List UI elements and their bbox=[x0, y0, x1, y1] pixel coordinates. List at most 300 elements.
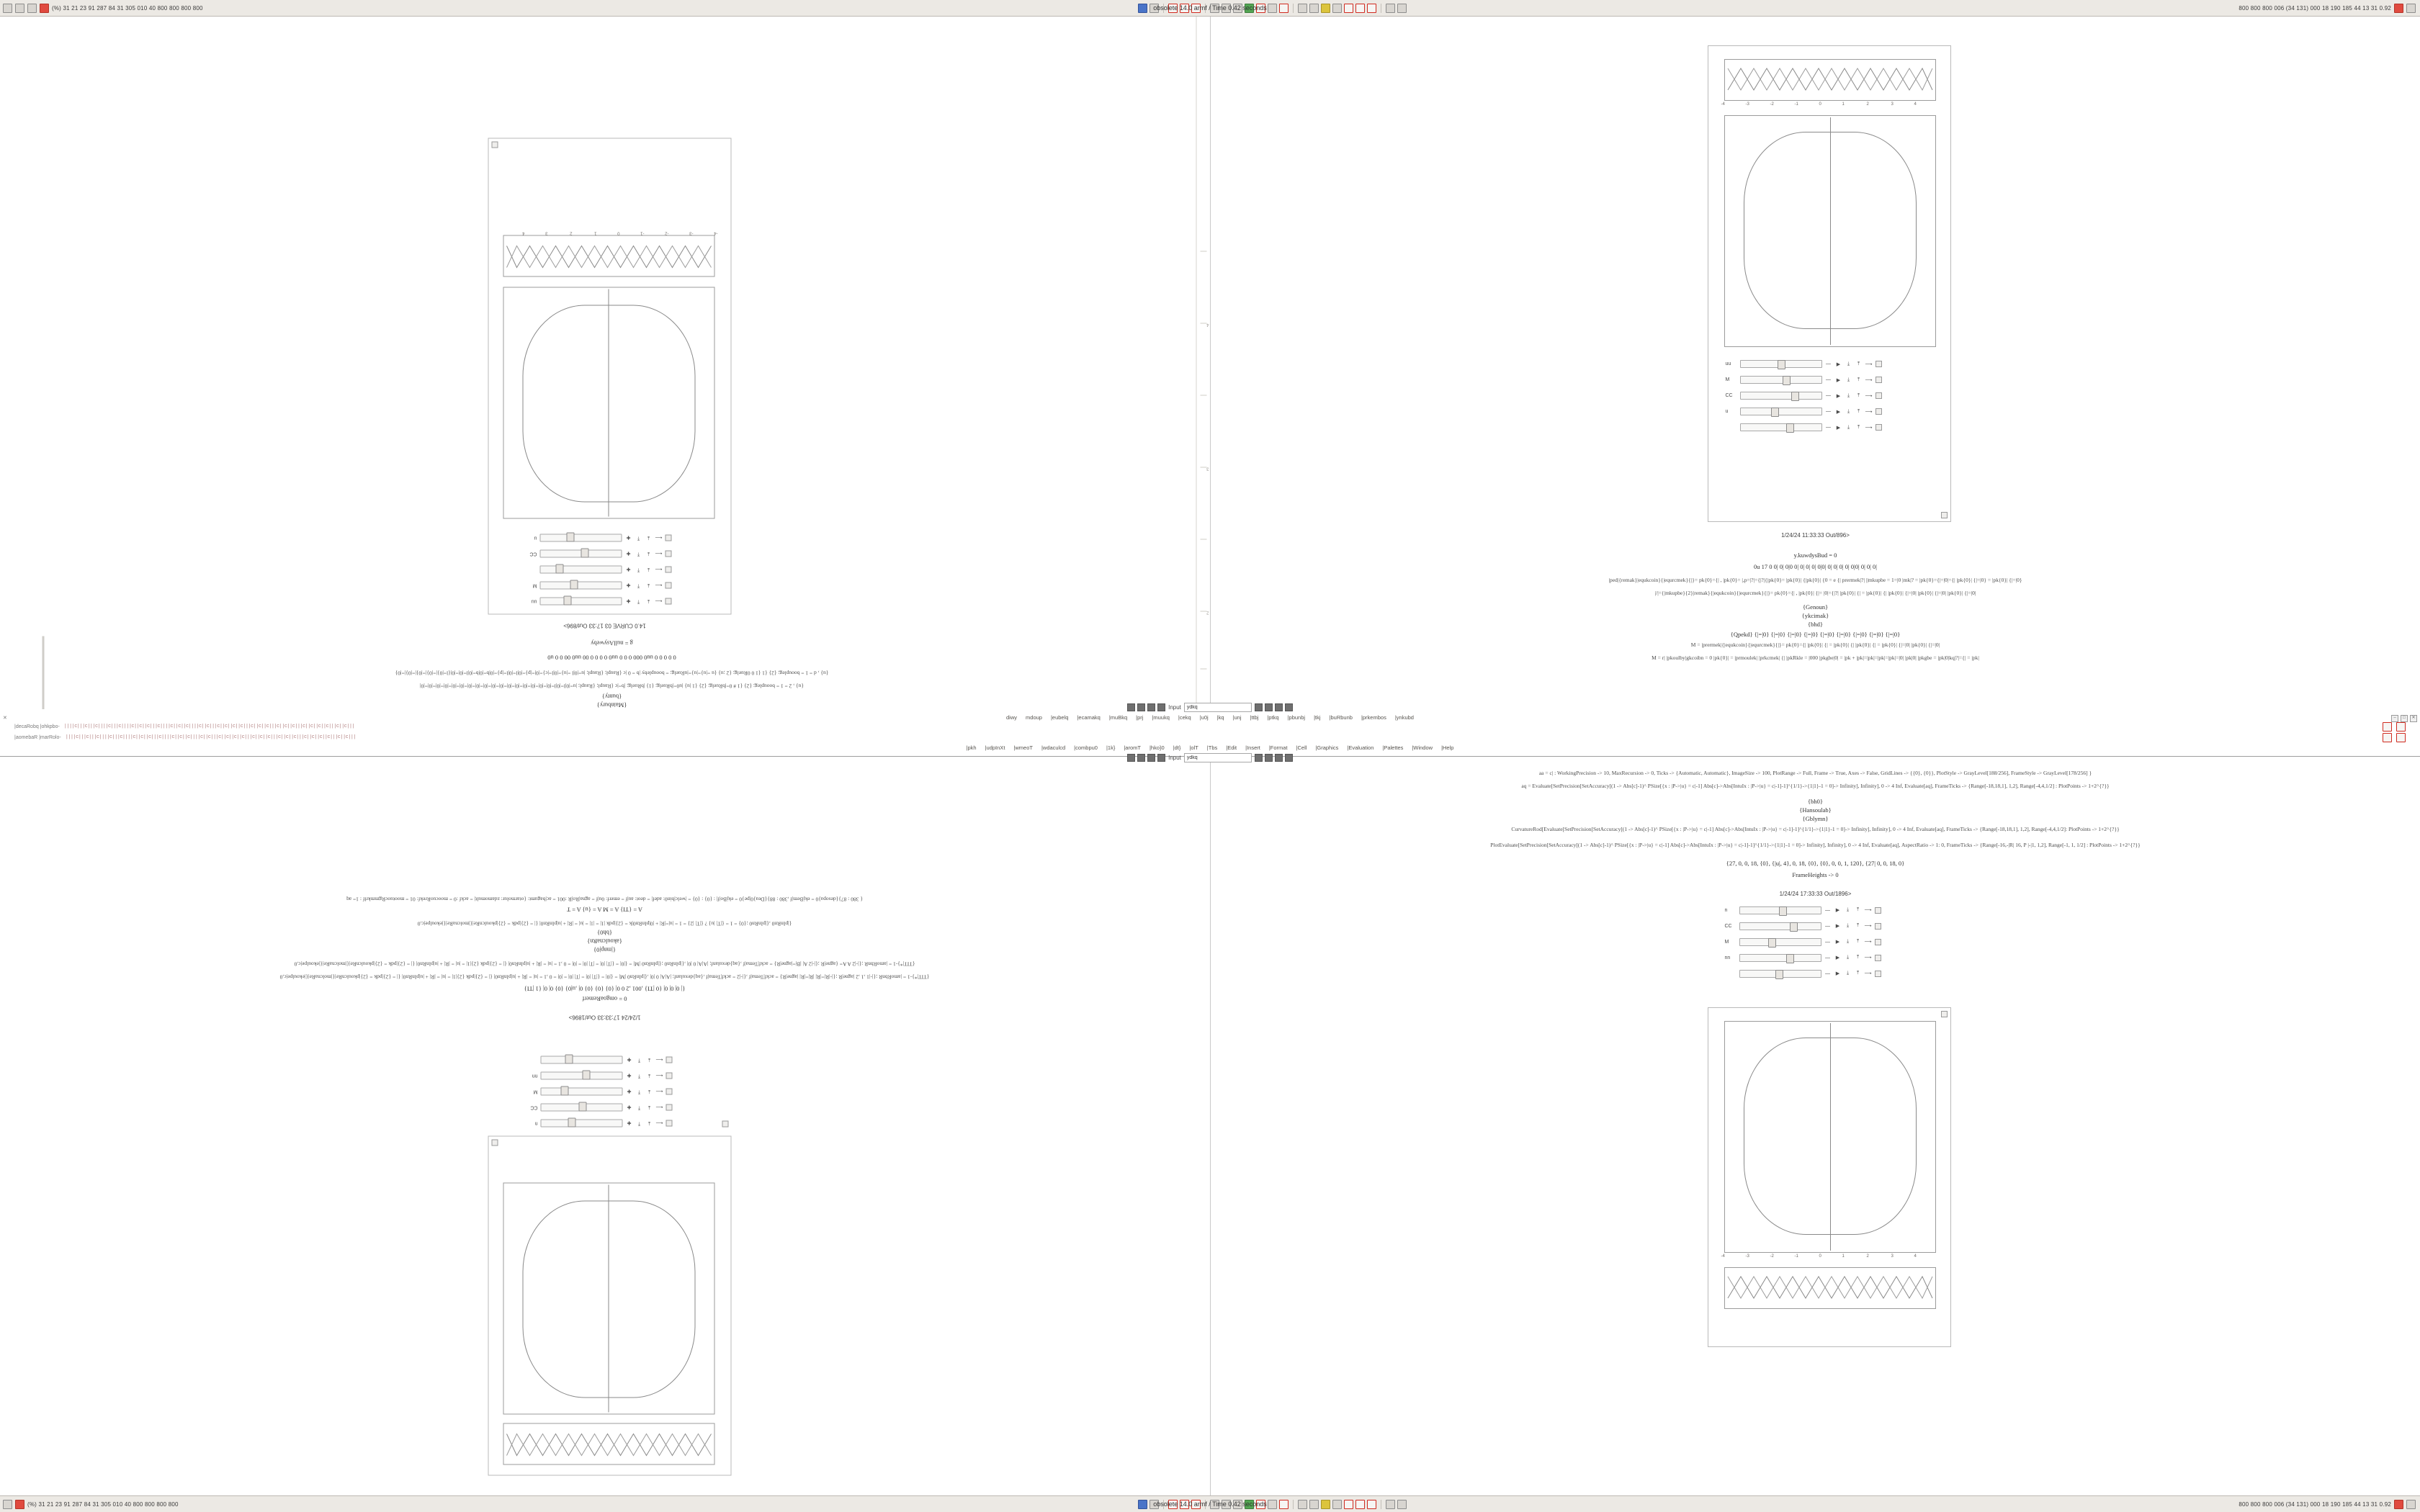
slider-plus-icon[interactable]: ✚ bbox=[626, 551, 631, 556]
menu2-item-1[interactable]: |udpInXt bbox=[985, 744, 1005, 751]
menu2-item-18[interactable]: |Window bbox=[1412, 744, 1433, 751]
back-icon[interactable] bbox=[15, 4, 24, 13]
slider-card[interactable] bbox=[490, 1032, 732, 1130]
slider-up-icon[interactable]: ⤒ bbox=[637, 1104, 641, 1110]
grid-icon[interactable] bbox=[1332, 1500, 1342, 1509]
settings-icon[interactable] bbox=[1386, 4, 1395, 13]
plot-axes[interactable] bbox=[1724, 1021, 1936, 1253]
menu-item-15[interactable]: |buRbunb bbox=[1329, 714, 1353, 721]
palette-swatch-icon[interactable] bbox=[1265, 754, 1273, 762]
palette-swatch-icon[interactable] bbox=[1275, 754, 1283, 762]
menu-item-11[interactable]: |ttbj bbox=[1250, 714, 1259, 721]
slider-left-icon[interactable]: ⟵ bbox=[655, 535, 663, 540]
new-icon[interactable] bbox=[1138, 1500, 1147, 1509]
menu-item-12[interactable]: |ptkq bbox=[1267, 714, 1279, 721]
plot-reset-icon[interactable] bbox=[1355, 4, 1365, 13]
drag-handle-icon[interactable] bbox=[666, 1072, 673, 1079]
menu2-item-10[interactable]: |Tbs bbox=[1206, 744, 1218, 751]
slider-down-icon[interactable]: ⤓ bbox=[1846, 923, 1850, 928]
left-ruler: 2 3 4 bbox=[1196, 17, 1210, 756]
slider-minus-icon[interactable]: — bbox=[1825, 939, 1830, 945]
slider-track-1[interactable] bbox=[541, 1119, 623, 1127]
menu2-item-9[interactable]: |olT bbox=[1189, 744, 1198, 751]
drag-handle-icon[interactable] bbox=[666, 535, 672, 541]
drag-handle-icon[interactable] bbox=[666, 1056, 673, 1063]
slider-minus-icon[interactable]: ⤓ bbox=[647, 599, 650, 604]
highlight-icon[interactable] bbox=[1321, 1500, 1330, 1509]
palette-swatch-icon[interactable] bbox=[1275, 703, 1283, 711]
record-icon[interactable] bbox=[40, 4, 49, 13]
slider-play-icon[interactable]: ⤒ bbox=[637, 583, 640, 588]
slider-label-1: n bbox=[534, 1120, 538, 1125]
palette-swatch-icon[interactable] bbox=[1127, 703, 1135, 711]
slider-play-icon[interactable]: ⤒ bbox=[637, 552, 640, 557]
slider-track-2[interactable] bbox=[1740, 376, 1822, 384]
slider-row-1[interactable] bbox=[1726, 360, 1882, 368]
slider-up-icon[interactable]: ⤒ bbox=[637, 1057, 641, 1063]
slider-minus-icon[interactable]: — bbox=[1826, 393, 1831, 398]
nb-line-8: {Qpekd} {|=|0} {|=|0} {|=|0} {|=|0} {|=|0} {|=|0} {|=|0} {|=|0} {|=|0} bbox=[1730, 631, 1901, 638]
palette-swatch-icon[interactable] bbox=[1157, 754, 1165, 762]
slider-up-icon[interactable]: ⤒ bbox=[1857, 361, 1860, 366]
middle-row-upper bbox=[0, 703, 2420, 712]
slider-row-1[interactable] bbox=[526, 1119, 673, 1127]
slider-play-icon[interactable]: ▶ bbox=[1835, 924, 1840, 929]
nb-line-5: {Genoun} bbox=[1802, 603, 1829, 611]
bottom-row bbox=[0, 754, 2420, 1496]
zoom-out-icon[interactable] bbox=[1309, 1500, 1319, 1509]
menu-item-6[interactable]: |muukq bbox=[1152, 714, 1170, 721]
menu-item-13[interactable]: |pbunbj bbox=[1287, 714, 1306, 721]
zigzag-plot-axes[interactable] bbox=[1724, 1267, 1936, 1309]
slider-row-3[interactable] bbox=[526, 566, 672, 574]
plot-clear-icon[interactable] bbox=[1367, 4, 1376, 13]
menu2-item-16[interactable]: |Evaluation bbox=[1347, 744, 1374, 751]
slider-minus-icon[interactable]: — bbox=[1825, 971, 1830, 976]
slider-row-5[interactable] bbox=[1725, 970, 1881, 978]
slider-right-icon[interactable]: ⟶ bbox=[1864, 908, 1872, 913]
slider-label-1: uu bbox=[1725, 361, 1731, 366]
pane-bottom-right[interactable] bbox=[1210, 757, 2420, 1496]
menu2-item-4[interactable]: |combpu0 bbox=[1074, 744, 1098, 751]
drag-handle-icon[interactable] bbox=[1876, 377, 1882, 383]
window-controls-right[interactable] bbox=[2391, 715, 2417, 722]
slider-right-icon[interactable]: ⟶ bbox=[1865, 425, 1873, 431]
slider-right-icon[interactable]: ⟶ bbox=[1865, 409, 1873, 415]
slider-up-icon[interactable]: ⤒ bbox=[1856, 923, 1860, 928]
menu-item-9[interactable]: |kq bbox=[1216, 714, 1224, 721]
bottom-toolbar-right-group bbox=[2238, 1500, 2420, 1509]
slider-left-icon[interactable]: ⟵ bbox=[655, 582, 663, 588]
palette-left-2[interactable] bbox=[1127, 754, 1165, 762]
drag-handle-icon[interactable] bbox=[666, 1104, 673, 1110]
maximize-icon[interactable]: □ bbox=[2401, 715, 2408, 722]
drag-handle-icon[interactable] bbox=[666, 1088, 673, 1094]
slider-right-icon[interactable]: ⟶ bbox=[1864, 955, 1872, 960]
inline-abort-icon-2[interactable] bbox=[2396, 733, 2406, 742]
plot-clear-icon[interactable] bbox=[1367, 1500, 1376, 1509]
menu-item-10[interactable]: |unj bbox=[1232, 714, 1242, 721]
slider-right-icon[interactable]: ⟶ bbox=[1865, 377, 1873, 383]
slider-track-3[interactable] bbox=[541, 1087, 623, 1095]
slider-down-icon[interactable]: ⤓ bbox=[1847, 408, 1850, 414]
slider-track-2[interactable] bbox=[540, 582, 622, 590]
slider-plus-icon[interactable]: ✚ bbox=[626, 535, 631, 540]
slider-play-icon[interactable]: ▶ bbox=[1835, 940, 1840, 945]
barcode-label-2: |aomebaR |marRolo- bbox=[14, 734, 61, 740]
slider-track-2[interactable] bbox=[541, 1103, 623, 1111]
palette-swatch-icon[interactable] bbox=[1285, 703, 1293, 711]
menu2-item-19[interactable]: |Help bbox=[1441, 744, 1454, 751]
graphics-card[interactable]: -4 -3 -2 -1 0 1 2 3 4 uu — ▶ ⤓ ⤒ ⟶ M — ▶ ⤓ ⤒ ⟶ CC — ▶ ⤓ ⤒ ⟶ u — ▶ ⤓ ⤒ ⟶ — ▶ ⤓ ⤒ ⟶ bbox=[1708, 45, 1951, 522]
slider-track-1[interactable] bbox=[1739, 906, 1821, 914]
palette-swatch-icon[interactable] bbox=[1147, 703, 1155, 711]
menu-item-8[interactable]: |u0j bbox=[1199, 714, 1209, 721]
slider-play-icon[interactable]: ▶ bbox=[1835, 908, 1840, 913]
slider-left-icon[interactable]: ⟵ bbox=[655, 1072, 663, 1078]
slider-minus-icon[interactable]: — bbox=[1826, 361, 1831, 366]
slider-row-2[interactable] bbox=[1726, 376, 1882, 384]
minimize-icon[interactable]: – bbox=[2391, 715, 2398, 722]
slider-play-icon[interactable]: ⤒ bbox=[637, 567, 640, 572]
slider-play-icon[interactable]: ▶ bbox=[1836, 361, 1841, 367]
inline-stop-icon-2[interactable] bbox=[2383, 733, 2392, 742]
settings-icon[interactable] bbox=[1386, 1500, 1395, 1509]
zigzag-curve bbox=[1725, 60, 1935, 100]
slider-right-icon[interactable]: ⟶ bbox=[1865, 361, 1873, 367]
slider-right-icon[interactable]: ⟶ bbox=[1864, 940, 1872, 945]
plot-title: 1/24/24 17:33:33 Out/1896> bbox=[1779, 890, 1852, 897]
slider-down-icon[interactable]: ⤓ bbox=[1847, 361, 1850, 366]
menu2-item-11[interactable]: |Edit bbox=[1226, 744, 1237, 751]
slider-up-icon[interactable]: ⤒ bbox=[637, 1073, 641, 1079]
zoom-in-icon[interactable] bbox=[1298, 4, 1307, 13]
slider-down-icon[interactable]: ⤓ bbox=[1846, 955, 1850, 960]
help-icon[interactable] bbox=[1397, 1500, 1407, 1509]
menu-item-7[interactable]: |cekq bbox=[1178, 714, 1191, 721]
slider-row-5[interactable] bbox=[526, 534, 672, 542]
menu-item-3[interactable]: |ecamakq bbox=[1077, 714, 1101, 721]
slider-row-2[interactable] bbox=[526, 1103, 673, 1111]
slider-down-icon[interactable]: ⤓ bbox=[647, 1089, 651, 1094]
drag-handle-icon[interactable] bbox=[1875, 971, 1881, 977]
slider-down-icon[interactable]: ⤓ bbox=[1846, 939, 1850, 944]
graphics-card[interactable]: -4 -3 -2 -1 0 1 2 3 4 bbox=[1708, 1007, 1951, 1347]
plot-stop-icon[interactable] bbox=[1344, 1500, 1353, 1509]
slider-plus-icon[interactable]: ✚ bbox=[627, 1120, 632, 1125]
card-handle[interactable] bbox=[1941, 1011, 1948, 1017]
slider-row-5[interactable] bbox=[526, 1056, 673, 1063]
slider-play-icon[interactable]: ⤒ bbox=[637, 536, 640, 541]
inline-stop-icon[interactable] bbox=[2383, 722, 2392, 732]
slider-track-5[interactable] bbox=[1740, 423, 1822, 431]
menu2-item-13[interactable]: |Format bbox=[1268, 744, 1288, 751]
close-icon[interactable]: ✕ bbox=[2410, 715, 2417, 722]
menu2-item-12[interactable]: |Insert bbox=[1245, 744, 1260, 751]
pane-bottom-left[interactable] bbox=[0, 754, 1210, 1496]
grid-icon[interactable] bbox=[1332, 4, 1342, 13]
slider-play-icon[interactable]: ▶ bbox=[1836, 425, 1841, 431]
slider-right-icon[interactable]: ⟶ bbox=[1864, 971, 1872, 976]
plot-axes[interactable] bbox=[503, 1182, 715, 1414]
slider-left-icon[interactable]: ⟵ bbox=[655, 1056, 663, 1062]
forward-icon[interactable] bbox=[27, 4, 37, 13]
menu2-item-0[interactable]: |pkh bbox=[966, 744, 977, 751]
slider-track-1[interactable] bbox=[540, 598, 622, 606]
minimize-icon[interactable] bbox=[2406, 1500, 2416, 1509]
menu-item-14[interactable]: |tkj bbox=[1314, 714, 1321, 721]
plot-reset-icon[interactable] bbox=[1355, 1500, 1365, 1509]
slider-track-3[interactable] bbox=[540, 566, 622, 574]
record-icon[interactable] bbox=[15, 1500, 24, 1509]
slider-up-icon[interactable]: ⤒ bbox=[1857, 392, 1860, 398]
slider-row-1[interactable] bbox=[526, 598, 672, 606]
plot-title: 1/24/24 11:33:33 Out/896> bbox=[1781, 532, 1850, 539]
slider-play-icon[interactable]: ⤒ bbox=[637, 599, 640, 604]
slider-plus-icon[interactable]: ✚ bbox=[626, 598, 631, 603]
step-icon[interactable] bbox=[1268, 4, 1277, 13]
slider-down-icon[interactable]: ⤓ bbox=[647, 1120, 651, 1126]
drag-handle-icon[interactable] bbox=[666, 582, 672, 589]
pane-top-left[interactable] bbox=[0, 17, 1210, 756]
slider-up-icon[interactable]: ⤒ bbox=[1856, 971, 1860, 976]
drag-handle-icon[interactable] bbox=[666, 598, 672, 605]
menu-item-17[interactable]: |ynkubd bbox=[1394, 714, 1414, 721]
menu2-item-5[interactable]: |1k} bbox=[1106, 744, 1116, 751]
top-right-status: 800 800 800 006 (34 131) 000 18 190 185 44 13 31 0.92 bbox=[2238, 4, 2391, 12]
slider-plus-icon[interactable]: ✚ bbox=[627, 1072, 632, 1078]
slider-left-icon[interactable]: ⟵ bbox=[655, 1120, 663, 1125]
clear-icon[interactable] bbox=[1279, 1500, 1289, 1509]
menu-icon[interactable] bbox=[3, 1500, 12, 1509]
close-icon[interactable] bbox=[2394, 4, 2403, 13]
drag-handle-icon[interactable] bbox=[1876, 361, 1882, 367]
drag-handle-icon[interactable] bbox=[666, 567, 672, 573]
palette-swatch-icon[interactable] bbox=[1147, 754, 1155, 762]
drag-handle-icon[interactable] bbox=[1875, 907, 1881, 914]
slider-track-1[interactable] bbox=[1740, 360, 1822, 368]
slider-down-icon[interactable]: ⤓ bbox=[1846, 907, 1850, 912]
slider-row-3[interactable] bbox=[1725, 938, 1881, 946]
pane-bottom-left-content bbox=[0, 754, 1210, 1496]
nb-line-1: y.kuwdysBud = 0 bbox=[1793, 552, 1837, 559]
palette-swatch-icon[interactable] bbox=[1137, 754, 1145, 762]
slider-down-icon[interactable]: ⤓ bbox=[1847, 392, 1850, 398]
slider-down-icon[interactable]: ⤓ bbox=[1847, 377, 1850, 382]
slider-plus-icon[interactable]: ✚ bbox=[627, 1088, 632, 1094]
drag-handle-icon[interactable] bbox=[1875, 939, 1881, 945]
menu2-item-3[interactable]: |wdaculcd bbox=[1041, 744, 1066, 751]
step-icon[interactable] bbox=[1268, 1500, 1277, 1509]
resize-handle[interactable] bbox=[492, 1139, 498, 1146]
slider-row-2[interactable] bbox=[526, 582, 672, 590]
drag-handle-icon[interactable] bbox=[666, 1120, 673, 1126]
slider-track-5[interactable] bbox=[541, 1056, 623, 1063]
slider-row-1[interactable] bbox=[1725, 906, 1881, 914]
clear-icon[interactable] bbox=[1279, 4, 1289, 13]
slider-track-4[interactable] bbox=[541, 1071, 623, 1079]
slider-minus-icon[interactable]: ⤓ bbox=[647, 552, 650, 557]
slider-minus-icon[interactable]: — bbox=[1825, 923, 1830, 929]
resize-handle[interactable] bbox=[492, 142, 498, 148]
nb-line-9: {| 0| 0| 0| {0 |TI} ,001 ,2 0 0| {0} {0} {0} 0| ,u|0} {0} 0| 0| {1 |TI} bbox=[524, 985, 686, 992]
slider-minus-icon[interactable]: — bbox=[1826, 425, 1831, 430]
bottom-right-status: 800 800 800 006 (34 131) 000 18 190 185 44 13 31 0.92 bbox=[2238, 1500, 2391, 1508]
zoom-in-icon[interactable] bbox=[1298, 1500, 1307, 1509]
slider-play-icon[interactable]: ▶ bbox=[1836, 377, 1841, 383]
bottom-toolbar-left-group bbox=[0, 1500, 305, 1509]
slider-plus-icon[interactable]: ✚ bbox=[626, 567, 631, 572]
menu-item-2[interactable]: |eubelq bbox=[1050, 714, 1069, 721]
slider-left-icon[interactable]: ⟵ bbox=[655, 551, 663, 556]
inline-abort-icon[interactable] bbox=[2396, 722, 2406, 732]
slider-play-icon[interactable]: ▶ bbox=[1836, 409, 1841, 415]
slider-track-2[interactable] bbox=[1739, 922, 1821, 930]
slider-up-icon[interactable]: ⤒ bbox=[637, 1089, 641, 1094]
slider-row-3[interactable] bbox=[526, 1087, 673, 1095]
search-input-left[interactable] bbox=[1184, 703, 1252, 712]
nb-line-5: {Gblymn} bbox=[1802, 814, 1829, 822]
bottom-toolbar-icon-row bbox=[305, 1500, 2238, 1509]
slider-label-3: CC bbox=[1725, 393, 1733, 398]
resize-handle[interactable] bbox=[1941, 512, 1948, 518]
slider-play-icon[interactable]: ▶ bbox=[1835, 971, 1840, 976]
palette-swatch-icon[interactable] bbox=[1255, 754, 1263, 762]
card-handle[interactable] bbox=[722, 1120, 729, 1127]
slider-down-icon[interactable]: ⤓ bbox=[647, 1057, 651, 1063]
slider-track-4[interactable] bbox=[1740, 408, 1822, 415]
slider-track-4[interactable] bbox=[540, 550, 622, 558]
slider-down-icon[interactable]: ⤓ bbox=[1846, 971, 1850, 976]
drag-handle-icon[interactable] bbox=[666, 551, 672, 557]
slider-minus-icon[interactable]: ⤓ bbox=[647, 583, 650, 588]
close-icon[interactable] bbox=[2394, 1500, 2403, 1509]
menu2-item-14[interactable]: |Cell bbox=[1296, 744, 1307, 751]
palette-swatch-icon[interactable] bbox=[1255, 703, 1263, 711]
slider-up-icon[interactable]: ⤒ bbox=[1857, 424, 1860, 430]
zigzag-plot-axes[interactable] bbox=[1724, 59, 1936, 101]
palette-swatch-icon[interactable] bbox=[1137, 703, 1145, 711]
slider-minus-icon[interactable]: — bbox=[1825, 955, 1830, 960]
slider-right-icon[interactable]: ⟶ bbox=[1864, 924, 1872, 929]
slider-track-5[interactable] bbox=[540, 534, 622, 542]
minimize-icon[interactable] bbox=[2406, 4, 2416, 13]
menu2-item-15[interactable]: |Graphics bbox=[1315, 744, 1339, 751]
menu-item-4[interactable]: |muBkq bbox=[1108, 714, 1128, 721]
slider-minus-icon[interactable]: — bbox=[1825, 907, 1830, 913]
slider-plus-icon[interactable]: ✚ bbox=[627, 1056, 632, 1062]
slider-row-4[interactable] bbox=[1726, 408, 1882, 415]
slider-track-3[interactable] bbox=[1740, 392, 1822, 400]
drag-handle-icon[interactable] bbox=[1876, 392, 1882, 399]
slider-play-icon[interactable]: ▶ bbox=[1836, 393, 1841, 399]
palette-swatch-icon[interactable] bbox=[1265, 703, 1273, 711]
palette-right[interactable] bbox=[1255, 703, 1293, 711]
graphics-card[interactable] bbox=[488, 1135, 732, 1475]
menu-icon[interactable] bbox=[3, 4, 12, 13]
menu2-item-17[interactable]: |Palettes bbox=[1382, 744, 1404, 751]
drag-handle-icon[interactable] bbox=[1875, 955, 1881, 961]
slider-row-4[interactable] bbox=[526, 1071, 673, 1079]
menu-item-16[interactable]: |prkembos bbox=[1361, 714, 1386, 721]
menu-item-0[interactable]: diwy bbox=[1006, 714, 1018, 721]
palette-swatch-icon[interactable] bbox=[1157, 703, 1165, 711]
menu2-item-7[interactable]: |hko}0 bbox=[1149, 744, 1165, 751]
slider-row-3[interactable] bbox=[1726, 392, 1882, 400]
slider-minus-icon[interactable]: ⤓ bbox=[647, 536, 650, 541]
slider-minus-icon[interactable]: ⤓ bbox=[647, 567, 650, 572]
slider-card[interactable] bbox=[1708, 904, 1950, 1002]
slider-down-icon[interactable]: ⤓ bbox=[647, 1073, 651, 1079]
top-toolbar-left-group bbox=[0, 4, 305, 13]
drag-handle-icon[interactable] bbox=[1875, 923, 1881, 930]
slider-row-4[interactable] bbox=[526, 550, 672, 558]
slider-play-icon[interactable]: ▶ bbox=[1835, 955, 1840, 960]
slider-left-icon[interactable]: ⟵ bbox=[655, 1088, 663, 1094]
slider-up-icon[interactable]: ⤒ bbox=[1857, 377, 1860, 382]
slider-plus-icon[interactable]: ✚ bbox=[627, 1104, 632, 1110]
slider-down-icon[interactable]: ⤓ bbox=[1847, 424, 1850, 430]
slider-up-icon[interactable]: ⤒ bbox=[1856, 939, 1860, 944]
slider-plus-icon[interactable]: ✚ bbox=[626, 582, 631, 588]
slider-row-2[interactable] bbox=[1725, 922, 1881, 930]
close-pane-icon-left[interactable]: ✕ bbox=[3, 716, 7, 721]
menu-item-5[interactable]: |prj bbox=[1136, 714, 1144, 721]
zigzag-plot-axes[interactable] bbox=[503, 1423, 715, 1464]
help-icon[interactable] bbox=[1397, 4, 1407, 13]
menu2-item-8[interactable]: |dt} bbox=[1173, 744, 1181, 751]
slider-up-icon[interactable]: ⤒ bbox=[1856, 907, 1860, 912]
slider-track-3[interactable] bbox=[1739, 938, 1821, 946]
slider-up-icon[interactable]: ⤒ bbox=[1856, 955, 1860, 960]
drag-handle-icon[interactable] bbox=[1876, 424, 1882, 431]
slider-down-icon[interactable]: ⤓ bbox=[647, 1104, 651, 1110]
slider-minus-icon[interactable]: — bbox=[1826, 377, 1831, 382]
slider-right-icon[interactable]: ⟶ bbox=[1865, 393, 1873, 399]
palette-right-2[interactable] bbox=[1255, 754, 1293, 762]
search-input-right[interactable] bbox=[1184, 753, 1252, 762]
nb-line-4: {bh0} bbox=[597, 929, 612, 936]
palette-swatch-icon[interactable] bbox=[1127, 754, 1135, 762]
slider-left-icon[interactable]: ⟵ bbox=[655, 567, 663, 572]
graphics-card[interactable]: ⟵ ⤓ ⤒ ✚ uu ⟵ ⤓ ⤒ ✚ M ⟵ ⤓ ⤒ ✚ ⟵ ⤓ ⤒ ✚ CC ⟵ ⤓ ⤒ ✚ u -4 -3 -2 -1 0 1 2 3 4 bbox=[488, 138, 732, 615]
plot-axes[interactable] bbox=[503, 287, 715, 519]
slider-row-5[interactable] bbox=[1726, 423, 1882, 431]
highlight-icon[interactable] bbox=[1321, 4, 1330, 13]
slider-up-icon[interactable]: ⤒ bbox=[637, 1120, 641, 1126]
nb-line-1: { 380 : 87}{desopa}0 = ekjBem|f ,380 : 88}{Dea}0|pe}0 = ekjBo|f| : {0} : {0} = |welc|bin0: adef| = deot: au|f = emerf: 0u|f = agna|Ro|R :001 = ac|bagumt: {otarmolur: zdamomult| = ackf :0 = moocuoRrekf: 01 = mootuocRgmmkrlf : 1= aq bbox=[346, 896, 863, 902]
slider-left-icon[interactable]: ⟵ bbox=[655, 598, 663, 603]
zoom-out-icon[interactable] bbox=[1309, 4, 1319, 13]
slider-left-icon[interactable]: ⟵ bbox=[655, 1104, 663, 1110]
menu-item-1[interactable]: mdoup bbox=[1026, 714, 1042, 721]
slider-track-4[interactable] bbox=[1739, 954, 1821, 962]
slider-row-4[interactable] bbox=[1725, 954, 1881, 962]
drag-handle-icon[interactable] bbox=[1876, 408, 1882, 415]
menu2-item-2[interactable]: |wmeoT bbox=[1013, 744, 1033, 751]
zigzag-plot-axes[interactable] bbox=[503, 235, 715, 277]
plot-axes[interactable] bbox=[1724, 115, 1936, 347]
plot-stop-icon[interactable] bbox=[1344, 4, 1353, 13]
palette-left[interactable] bbox=[1127, 703, 1165, 711]
slider-track-5[interactable] bbox=[1739, 970, 1821, 978]
slider-up-icon[interactable]: ⤒ bbox=[1857, 408, 1860, 414]
pane-top-right[interactable] bbox=[1210, 17, 2420, 756]
menu2-item-6[interactable]: |aromT bbox=[1124, 744, 1141, 751]
new-icon[interactable] bbox=[1138, 4, 1147, 13]
slider-minus-icon[interactable]: — bbox=[1826, 409, 1831, 414]
palette-swatch-icon[interactable] bbox=[1285, 754, 1293, 762]
